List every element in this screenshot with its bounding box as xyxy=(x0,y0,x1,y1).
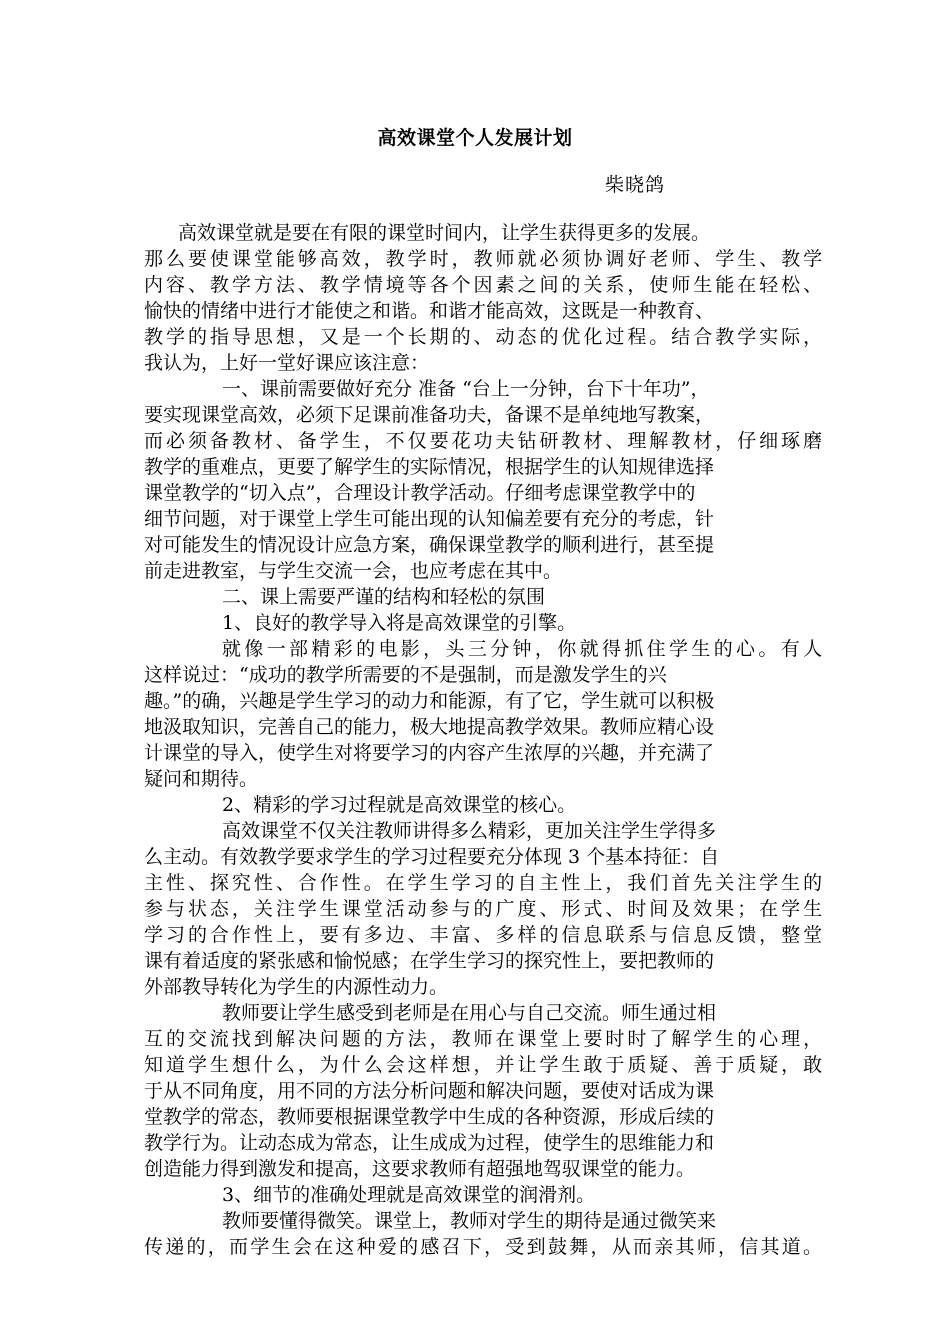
paragraph-line: 堂教学的常态，教师要根据课堂教学中生成的各种资源，形成后续的 xyxy=(144,1106,715,1128)
paragraph-line: 就像一部精彩的电影，头三分钟，你就得抓住学生的心。有人 xyxy=(222,638,826,660)
paragraph-line: 2、精彩的学习过程就是高效课堂的核心。 xyxy=(222,794,577,816)
document-author: 柴晓鸽 xyxy=(605,174,666,196)
paragraph-line: 一、课前需要做好充分 准备 “台上一分钟，台下十年功”， xyxy=(222,378,710,400)
paragraph-line: 那么要使课堂能够高效，教学时，教师就必须协调好老师、学生、教学 xyxy=(144,248,826,270)
paragraph-line: 趣。”的确，兴趣是学生学习的动力和能源，有了它，学生就可以积极 xyxy=(144,690,715,712)
paragraph-line: 课堂教学的“切入点”，合理设计教学活动。仔细考虑课堂教学中的 xyxy=(144,482,696,504)
paragraph-line: 细节问题，对于课堂上学生可能出现的认知偏差要有充分的考虑，针 xyxy=(144,508,715,530)
paragraph-line: 疑问和期待。 xyxy=(144,768,259,790)
paragraph-line: 教学的重难点，更要了解学生的实际情况，根据学生的认知规律选择 xyxy=(144,456,715,478)
paragraph-line: 要实现课堂高效，必须下足课前准备功夫，备课不是单纯地写教案， xyxy=(144,404,715,426)
paragraph-line: 教师要懂得微笑。课堂上，教师对学生的期待是通过微笑来 xyxy=(222,1210,717,1232)
document-title: 高效课堂个人发展计划 xyxy=(377,127,573,149)
paragraph-line: 我认为，上好一堂好课应该注意： xyxy=(144,352,430,374)
paragraph-line: 创造能力得到激发和提高，这要求教师有超强地驾驭课堂的能力。 xyxy=(144,1158,696,1180)
paragraph-line: 这样说过：“成功的教学所需要的不是强制，而是激发学生的兴 xyxy=(144,664,667,686)
paragraph-line: 前走进教室，与学生交流一会，也应考虑在其中。 xyxy=(144,560,563,582)
paragraph-line: 外部教导转化为学生的内源性动力。 xyxy=(144,976,449,998)
paragraph-line: 教学行为。让动态成为常态，让生成成为过程，使学生的思维能力和 xyxy=(144,1132,715,1154)
paragraph-line: 么主动。有效教学要求学生的学习过程要充分体现 3 个基本持征：自 xyxy=(144,846,720,868)
paragraph-line: 地汲取知识，完善自己的能力，极大地提高教学效果。教师应精心设 xyxy=(144,716,715,738)
paragraph-line: 参与状态，关注学生课堂活动参与的广度、形式、时间及效果；在学生 xyxy=(144,898,826,920)
paragraph-line: 计课堂的导入，使学生对将要学习的内容产生浓厚的兴趣，并充满了 xyxy=(144,742,715,764)
paragraph-line: 而必须备教材、备学生，不仅要花功夫钻研教材、理解教材，仔细琢磨 xyxy=(144,430,826,452)
paragraph-line: 课有着适度的紧张感和愉悦感；在学生学习的探究性上，要把教师的 xyxy=(144,950,715,972)
paragraph-line: 愉快的情绪中进行才能使之和谐。和谐才能高效，这既是一种教育、 xyxy=(144,300,715,322)
paragraph-line: 高效课堂不仅关注教师讲得多么精彩，更加关注学生学得多 xyxy=(222,820,717,842)
paragraph-line: 1、良好的教学导入将是高效课堂的引擎。 xyxy=(222,612,577,634)
paragraph-line: 对可能发生的情况设计应急方案，确保课堂教学的顺利进行，甚至提 xyxy=(144,534,715,556)
paragraph-line: 主性、探究性、合作性。在学生学习的自主性上，我们首先关注学生的 xyxy=(144,872,826,894)
paragraph-line: 传递的，而学生会在这种爱的感召下，受到鼓舞，从而亲其师，信其道。 xyxy=(144,1236,825,1258)
paragraph-line: 互的交流找到解决问题的方法，教师在课堂上要时时了解学生的心理， xyxy=(144,1028,826,1050)
paragraph-line: 内容、教学方法、教学情境等各个因素之间的关系，使师生能在轻松、 xyxy=(144,274,826,296)
paragraph-line: 学习的合作性上，要有多边、丰富、多样的信息联系与信息反馈，整堂 xyxy=(144,924,826,946)
paragraph-line: 于从不同角度，用不同的方法分析问题和解决问题，要使对话成为课 xyxy=(144,1080,715,1102)
paragraph-line: 教学的指导思想，又是一个长期的、动态的优化过程。结合教学实际， xyxy=(144,326,826,348)
paragraph-line: 3、细节的准确处理就是高效课堂的润滑剂。 xyxy=(222,1184,596,1206)
paragraph-line: 教师要让学生感受到老师是在用心与自己交流。师生通过相 xyxy=(222,1002,717,1024)
paragraph-line: 知道学生想什么，为什么会这样想，并让学生敢于质疑、善于质疑，敢 xyxy=(144,1054,826,1076)
paragraph-line: 二、课上需要严谨的结构和轻松的氛围 xyxy=(222,586,546,608)
paragraph-line: 高效课堂就是要在有限的课堂时间内，让学生获得更多的发展。 xyxy=(178,222,711,244)
